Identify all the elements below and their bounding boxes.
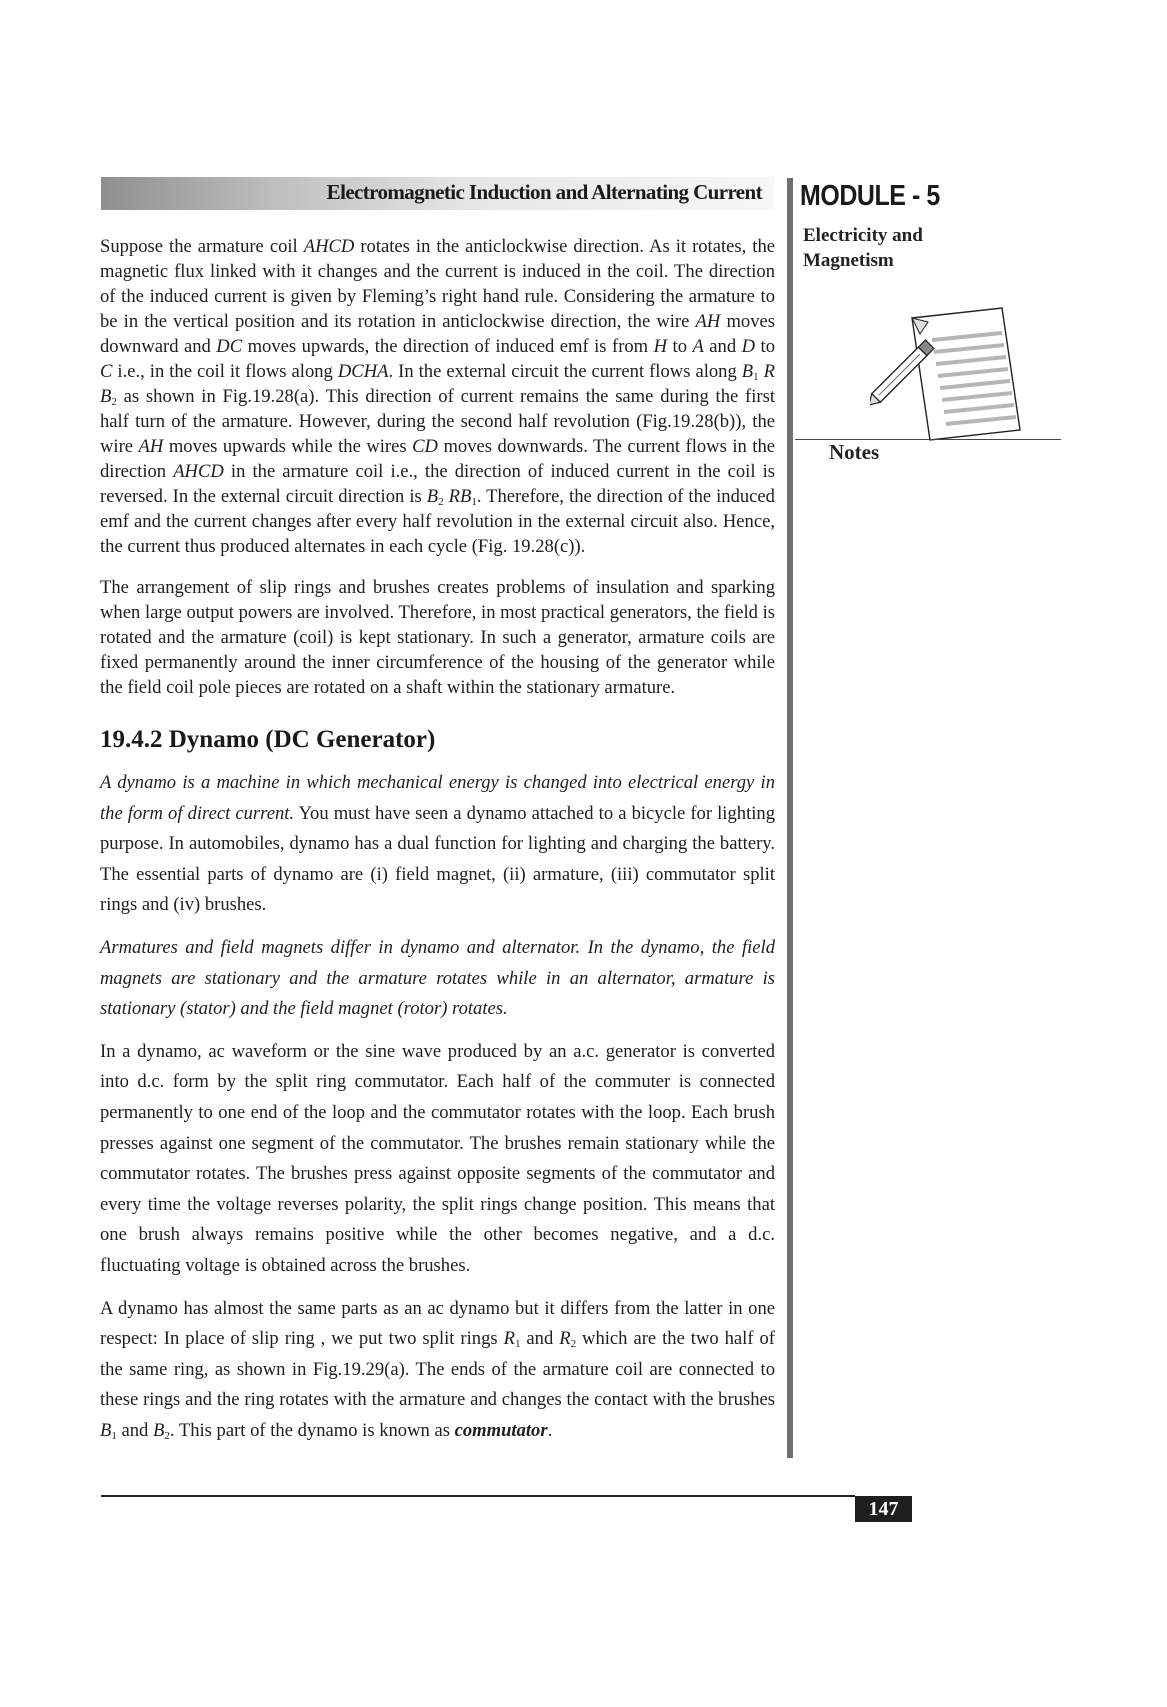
module-title: MODULE - 5 <box>800 180 940 212</box>
margin-divider <box>787 178 793 1458</box>
module-subtitle: Electricity and Magnetism <box>803 225 923 271</box>
footer-rule <box>101 1495 855 1497</box>
page-number: 147 <box>855 1496 912 1522</box>
paragraph-armature-difference: Armatures and field magnets differ in dynamo and alternator. In the dynamo, the field magnets are stationary and the armature rotates while in an alternator, armature is stationary (stator) and the field magnet (rotor) rotates. <box>100 936 775 1020</box>
chapter-header-band <box>101 177 774 210</box>
paragraph-split-rings: A dynamo has almost the same parts as an ac dynamo but it differs from the latter in one respect: In place of slip ring , we put two split rings $R_1$ and $R_2$ which are the two half of the same ring, as shown in Fig.19.29(a). The ends of the armature coil are connected to these rings and the ring rotates with the armature and changes the contact with the brushes $B_1$ and $B_2$. This part of the dynamo is known as commutator. <box>100 1297 775 1442</box>
paragraph-dynamo-definition: A dynamo is a machine in which mechanical energy is changed into electrical energy in the form of direct current. You must have seen a dynamo attached to a bicycle for lighting purpose. In automobiles, dynamo has a dual function for lighting and charging the battery. The essential parts of dynamo are (i) field magnet, (ii) armature, (iii) commutator split rings and (iv) brushes. <box>100 772 775 916</box>
section-heading: 19.4.2 Dynamo (DC Generator) <box>100 726 436 753</box>
paragraph-slip-rings: The arrangement of slip rings and brushes creates problems of insulation and sparking when large output powers are involved. Therefore, in most practical generators, the field is rotated and the armature (coil) is kept stationary. In such a generator, armature coils are fixed permanently around the inner circumference of the housing of the generator while the field coil pole pieces are rotated on a shaft within the stationary armature. <box>100 577 775 698</box>
chapter-title: Electromagnetic Induction and Alternating Current <box>326 180 762 204</box>
main-content <box>100 234 775 1446</box>
notes-pencil-icon <box>870 300 1040 450</box>
paragraph-armature-rotation: Suppose the armature coil AHCD rotates in the anticlockwise direction. As it rotates, the magnetic flux linked with it changes and the current is induced in the coil. The direction of the induced current is given by Fleming’s right hand rule. Considering the armature to be in the vertical position and its rotation in anticlockwise direction, the wire AH moves downward and DC moves upwards, the direction of induced emf is from H to A and D to C i.e., in the coil it flows along DCHA. In the external circuit the current flows along $B_1$ R $B_2$ as shown in Fig.19.28(a). This direction of current remains the same during the first half turn of the armature. However, during the second half revolution (Fig.19.28(b)), the wire AH moves upwards while the wires CD moves downwards. The current flows in the direction AHCD in the armature coil i.e., the direction of induced current in the coil is reversed. In the external circuit direction is $B_2$ $RB_1$. Therefore, the direction of the induced emf and the current changes after every half revolution in the external circuit also. Hence, the current thus produced alternates in each cycle (Fig. 19.28(c)). <box>100 236 776 557</box>
notes-label: Notes <box>829 440 880 464</box>
paragraph-commutator-conversion: In a dynamo, ac waveform or the sine wave produced by an a.c. generator is converted into d.c. form by the split ring commutator. Each half of the commuter is connected permanently to one end of the loop and the commutator rotates with the loop. Each brush presses against one segment of the commutator. The brushes remain stationary while the commutator rotates. The brushes press against opposite segments of the commutator and every time the voltage reverses polarity, the split rings change position. This means that one brush always remains positive while the other becomes negative, and a d.c. fluctuating voltage is obtained across the brushes. <box>100 1040 775 1276</box>
